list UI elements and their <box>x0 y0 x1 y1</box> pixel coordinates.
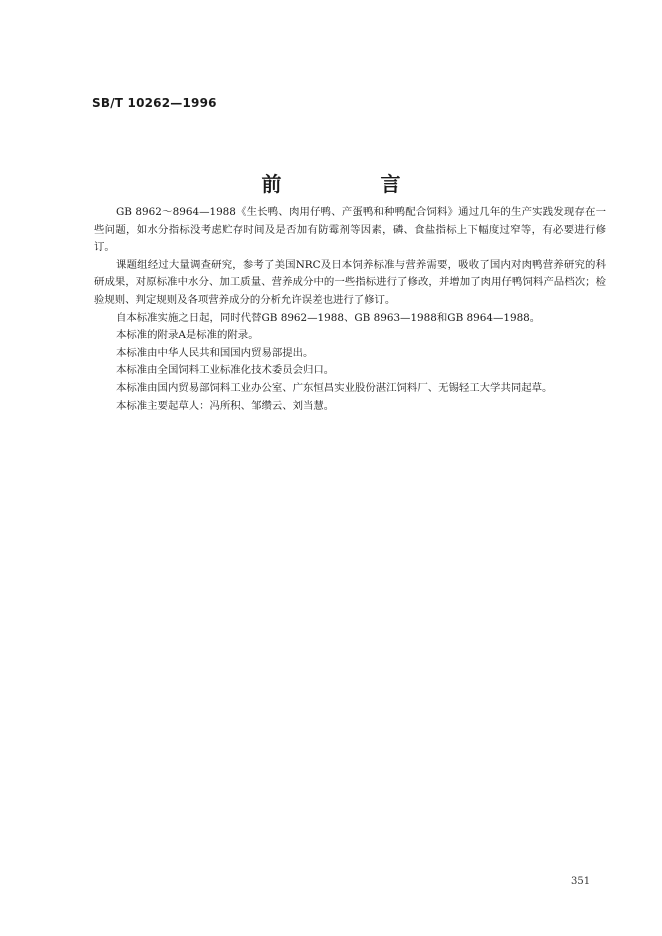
paragraph-research: 课题组经过大量调查研究，参考了美国NRC及日本饲养标准与营养需要，吸收了国内对肉鸭营养研究的科研成果，对原标准中水分、加工质量、营养成分中的一些指标进行了修改，并增加了肉用仔鸭饲料产品档次；检验规则、判定规则及各项营养成分的分析允许误差也进行了修订。 <box>94 258 606 306</box>
paragraph-appendix: 本标准的附录A是标准的附录。 <box>116 329 259 342</box>
foreword-body <box>94 204 606 415</box>
page-title: 前 言 <box>261 172 447 196</box>
paragraph-proposer: 本标准由中华人民共和国国内贸易部提出。 <box>116 346 314 359</box>
page-number: 351 <box>571 876 591 887</box>
paragraph-drafters: 本标准主要起草人：冯所积、邹缵云、刘当慧。 <box>116 399 335 412</box>
paragraph-drafting-units: 本标准由国内贸易部饲料工业办公室、广东恒昌实业股份湛江饲料厂、无锡轻工大学共同起草。 <box>116 381 553 394</box>
paragraph-replacement: 自本标准实施之日起，同时代替GB 8962—1988、GB 8963—1988和GB 8964—1988。 <box>116 311 541 324</box>
standard-code: SB/T 10262—1996 <box>92 96 217 110</box>
paragraph-technical-committee: 本标准由全国饲料工业标准化技术委员会归口。 <box>116 364 335 377</box>
paragraph-revision-reason: GB 8962～8964—1988《生长鸭、肉用仔鸭、产蛋鸭和种鸭配合饲料》通过几年的生产实践发现存在一些问题，如水分指标没考虑贮存时间及是否加有防霉剂等因素，磷、食盐指标上下幅度过窄等，有必要进行修订。 <box>94 206 606 254</box>
